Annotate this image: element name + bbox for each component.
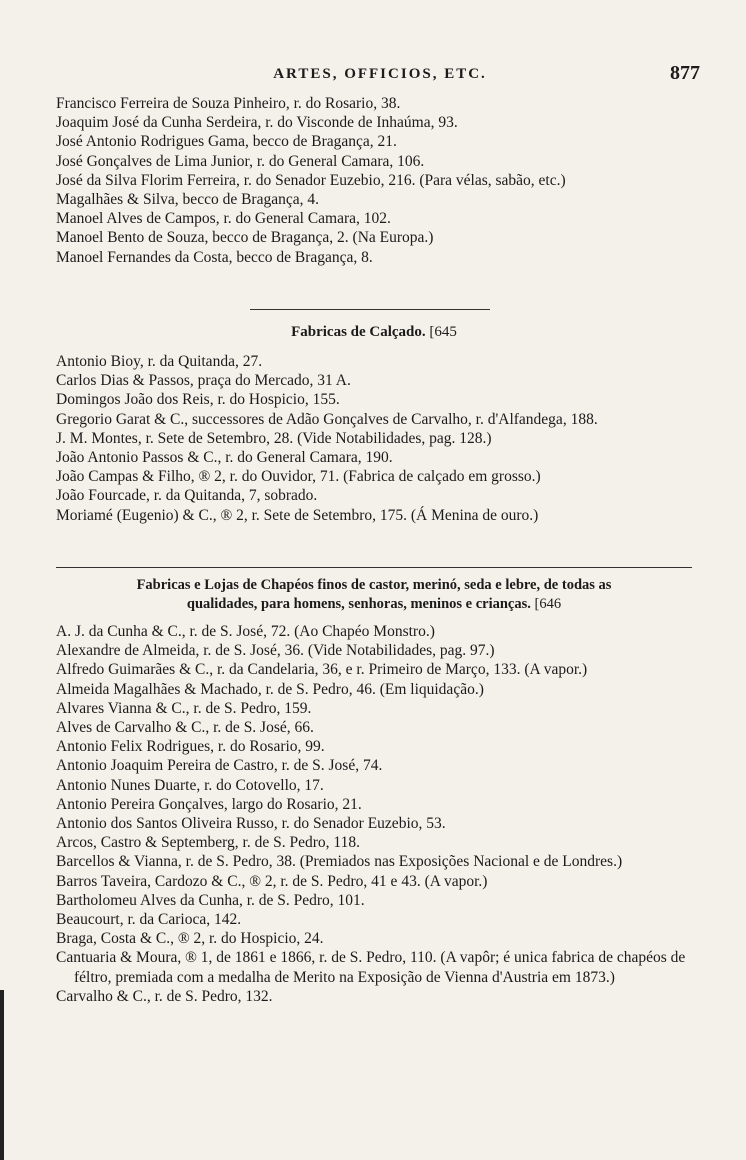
list-item: Barros Taveira, Cardozo & C., ® 2, r. de S. Pedro, 41 e 43. (A vapor.) — [56, 872, 488, 890]
list-item: Moriamé (Eugenio) & C., ® 2, r. Sete de Setembro, 175. (Á Menina de ouro.) — [56, 506, 539, 524]
list-item: Carvalho & C., r. de S. Pedro, 132. — [56, 987, 273, 1005]
list-item: Bartholomeu Alves da Cunha, r. de S. Pedro, 101. — [56, 891, 365, 909]
list-item: João Fourcade, r. da Quitanda, 7, sobrado. — [56, 487, 318, 505]
list-item: Francisco Ferreira de Souza Pinheiro, r. do Rosario, 38. — [56, 95, 401, 112]
list-item: Domingos João dos Reis, r. do Hospicio, 155. — [56, 391, 340, 409]
section-title: Fabricas de Calçado. — [291, 324, 426, 340]
section-title-line1: Fabricas e Lojas de Chapéos finos de castor, merinó, seda e lebre, de todas as — [136, 577, 612, 593]
list-item: Manoel Bento de Souza, becco de Bragança, 2. (Na Europa.) — [56, 229, 434, 247]
list-item: Antonio Bioy, r. da Quitanda, 27. — [56, 353, 263, 370]
section-code: [646 — [534, 596, 562, 612]
list-item: Alexandre de Almeida, r. de S. José, 36. (Vide Notabilidades, pag. 97.) — [56, 642, 495, 660]
running-title: ARTES, OFFICIOS, ETC. — [273, 66, 487, 82]
section-calcado — [56, 322, 692, 525]
list-item: Antonio Pereira Gonçalves, largo do Rosario, 21. — [56, 795, 362, 813]
section-chapeos — [56, 576, 692, 1006]
list-item: Antonio Nunes Duarte, r. do Cotovello, 17. — [56, 776, 324, 794]
list-item: Cantuaria & Moura, ® 1, de 1861 e 1866, r. de S. Pedro, 110. (A vapôr; é unica fabrica de chapéos de féltro, premiada com a medalha de Merito na Exposição de Vienna d'Austria em 1873.) — [56, 949, 686, 986]
page-number: 877 — [670, 62, 700, 84]
section-heading — [56, 576, 692, 614]
list-item: João Campas & Filho, ® 2, r. do Ouvidor, 71. (Fabrica de calçado em grosso.) — [56, 468, 541, 486]
list-item: Beaucourt, r. da Carioca, 142. — [56, 911, 242, 929]
list-item: Almeida Magalhães & Machado, r. de S. Pedro, 46. (Em liquidação.) — [56, 680, 484, 698]
list-item: José Gonçalves de Lima Junior, r. do General Camara, 106. — [56, 152, 425, 170]
list-item: João Antonio Passos & C., r. do General Camara, 190. — [56, 449, 393, 467]
section-heading — [56, 322, 692, 342]
list-item: Manoel Alves de Campos, r. do General Camara, 102. — [56, 210, 391, 228]
list-item: J. M. Montes, r. Sete de Setembro, 28. (Vide Notabilidades, pag. 128.) — [56, 429, 492, 447]
list-item: Alves de Carvalho & C., r. de S. José, 66. — [56, 719, 314, 737]
list-item: Gregorio Garat & C., successores de Adão Gonçalves de Carvalho, r. d'Alfandega, 188. — [56, 410, 598, 428]
section-divider — [250, 309, 490, 310]
list-item: Arcos, Castro & Septemberg, r. de S. Pedro, 118. — [56, 834, 360, 852]
list-item: Alvares Vianna & C., r. de S. Pedro, 159. — [56, 699, 312, 717]
section-title-line2: qualidades, para homens, senhoras, meninos e crianças. — [186, 596, 531, 612]
list-item: Magalhães & Silva, becco de Bragança, 4. — [56, 191, 319, 209]
list-item: José da Silva Florim Ferreira, r. do Senador Euzebio, 216. (Para vélas, sabão, etc.) — [56, 171, 566, 189]
list-item: Braga, Costa & C., ® 2, r. do Hospicio, 24. — [56, 930, 324, 948]
list-item: Alfredo Guimarães & C., r. da Candelaria, 36, e r. Primeiro de Março, 133. (A vapor.) — [56, 661, 588, 679]
list-item: Carlos Dias & Passos, praça do Mercado, 31 A. — [56, 372, 351, 390]
list-item: Antonio Felix Rodrigues, r. do Rosario, 99. — [56, 738, 325, 756]
list-item: A. J. da Cunha & C., r. de S. José, 72. (Ao Chapéo Monstro.) — [56, 623, 435, 640]
section-divider — [56, 567, 692, 568]
binding-edge — [0, 990, 4, 1160]
list-item: Antonio Joaquim Pereira de Castro, r. de S. José, 74. — [56, 757, 383, 775]
list-item: Manoel Fernandes da Costa, becco de Bragança, 8. — [56, 248, 373, 266]
list-item: Antonio dos Santos Oliveira Russo, r. do Senador Euzebio, 53. — [56, 815, 446, 833]
list-item: Barcellos & Vianna, r. de S. Pedro, 38. (Premiados nas Exposições Nacional e de Londres.) — [56, 853, 623, 871]
page-header — [60, 62, 700, 90]
list-item: Joaquim José da Cunha Serdeira, r. do Visconde de Inhaúma, 93. — [56, 114, 458, 132]
section-code: [645 — [429, 324, 457, 340]
top-entry-list — [56, 94, 692, 267]
list-item: José Antonio Rodrigues Gama, becco de Bragança, 21. — [56, 133, 397, 151]
